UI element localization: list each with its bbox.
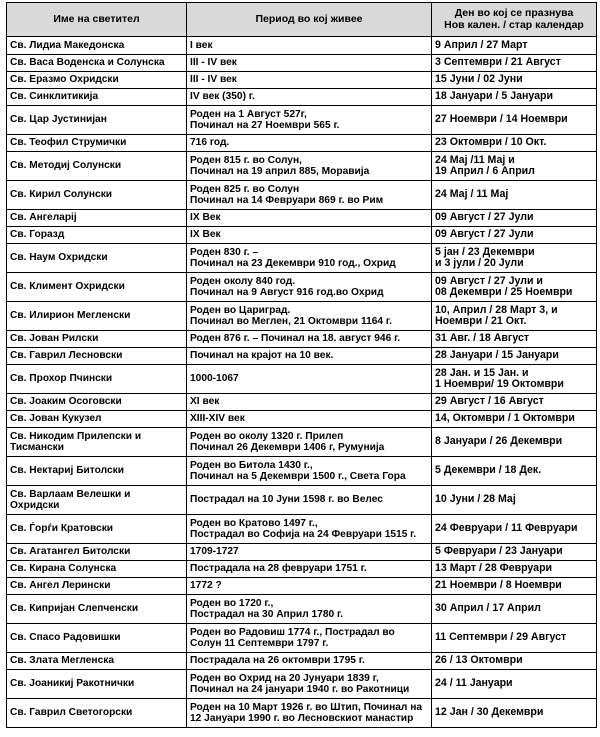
- period-cell: Роден 825 г. во Солун Починал на 14 Февруари 869 г. во Рим: [187, 181, 432, 210]
- feast-day-cell: 21 Ноември / 8 Ноември: [432, 578, 597, 595]
- saint-name-cell: Св. Кирил Солунски: [7, 181, 187, 210]
- feast-day-cell: 5 јан / 23 Декември и 3 јули / 20 Јули: [432, 244, 597, 273]
- period-cell: Роден во околу 1320 г. Прилеп Починал 26 Декември 1406 г, Румунија: [187, 428, 432, 457]
- period-cell: Пострадала на 26 октомври 1795 г.: [187, 653, 432, 670]
- saint-name-cell: Св. Злата Мегленска: [7, 653, 187, 670]
- feast-day-cell: 23 Октомври / 10 Окт.: [432, 135, 597, 152]
- period-cell: Пострадала на 28 февруари 1751 г.: [187, 561, 432, 578]
- header-period: Период во кој живее: [187, 3, 432, 37]
- period-cell: Роден во Битола 1430 г., Починал на 5 Декември 1500 г., Света Гора: [187, 457, 432, 486]
- header-feast-day: Ден во кој се празнува Нов кален. / стар календар: [432, 3, 597, 37]
- saint-name-cell: Св. Ангел Лерински: [7, 578, 187, 595]
- table-row: [7, 135, 597, 152]
- saint-name-cell: Св. Јоаким Осоговски: [7, 394, 187, 411]
- table-row: [7, 365, 597, 394]
- period-cell: 1772 ?: [187, 578, 432, 595]
- period-cell: Роден 830 г. – Починал на 23 Декември 910 год., Охрид: [187, 244, 432, 273]
- table-row: [7, 670, 597, 699]
- feast-day-cell: 13 Март / 28 Февруари: [432, 561, 597, 578]
- saint-name-cell: Св. Синклитикија: [7, 89, 187, 106]
- feast-day-cell: 09 Август / 27 Јули: [432, 210, 597, 227]
- period-cell: Роден на 10 Март 1926 г. во Штип, Починал на 12 Јануари 1990 г. во Лесновскиот манастир: [187, 699, 432, 728]
- feast-day-cell: 26 / 13 Октомври: [432, 653, 597, 670]
- saint-name-cell: Св. Горазд: [7, 227, 187, 244]
- table-row: [7, 244, 597, 273]
- feast-day-cell: 5 Февруари / 23 Јануари: [432, 544, 597, 561]
- feast-day-cell: 28 Јануари / 15 Јануари: [432, 348, 597, 365]
- saint-name-cell: Св. Теофил Струмички: [7, 135, 187, 152]
- feast-day-cell: 5 Декември / 18 Дек.: [432, 457, 597, 486]
- period-cell: III - IV век: [187, 55, 432, 72]
- table-row: [7, 394, 597, 411]
- header-row: [7, 3, 597, 37]
- header-saint-name: Име на светител: [7, 3, 187, 37]
- feast-day-cell: 29 Август / 16 Август: [432, 394, 597, 411]
- table-row: [7, 302, 597, 331]
- period-cell: Пострадал на 10 Јуни 1598 г. во Велес: [187, 486, 432, 515]
- period-cell: Роден 876 г. – Починал на 18. август 946 г.: [187, 331, 432, 348]
- table-row: [7, 348, 597, 365]
- table-row: [7, 457, 597, 486]
- saint-name-cell: Св. Кирана Солунска: [7, 561, 187, 578]
- table-row: [7, 699, 597, 728]
- saints-table: [6, 2, 597, 728]
- feast-day-cell: 8 Јануари / 26 Декември: [432, 428, 597, 457]
- feast-day-cell: 12 Јан / 30 Декември: [432, 699, 597, 728]
- saint-name-cell: Св. Јован Рилски: [7, 331, 187, 348]
- period-cell: I век: [187, 37, 432, 55]
- saints-table-container: [6, 2, 597, 728]
- feast-day-cell: 09 Август / 27 Јули и 08 Декември / 25 Ноември: [432, 273, 597, 302]
- feast-day-cell: 30 Април / 17 Април: [432, 595, 597, 624]
- table-row: [7, 273, 597, 302]
- saint-name-cell: Св. Никодим Прилепски и Тисмански: [7, 428, 187, 457]
- table-body: [7, 37, 597, 728]
- table-row: [7, 55, 597, 72]
- period-cell: Роден во Кратово 1497 г., Пострадал во Софија на 24 Февруари 1515 г.: [187, 515, 432, 544]
- feast-day-cell: 10 Јуни / 28 Мај: [432, 486, 597, 515]
- period-cell: 1709-1727: [187, 544, 432, 561]
- table-row: [7, 89, 597, 106]
- saint-name-cell: Св. Гаврил Светогорски: [7, 699, 187, 728]
- saint-name-cell: Св. Ангеларij: [7, 210, 187, 227]
- feast-day-cell: 09 Август / 27 Јули: [432, 227, 597, 244]
- period-cell: Роден околу 840 год. Починал на 9 Август 916 год.во Охрид: [187, 273, 432, 302]
- saint-name-cell: Св. Јоаникиј Ракотнички: [7, 670, 187, 699]
- period-cell: Роден на 1 Август 527г, Починал на 27 Ноември 565 г.: [187, 106, 432, 135]
- period-cell: Роден во Цариград. Починал во Меглен, 21 Октомври 1164 г.: [187, 302, 432, 331]
- feast-day-cell: 3 Септември / 21 Август: [432, 55, 597, 72]
- saint-name-cell: Св. Цар Јустинијан: [7, 106, 187, 135]
- period-cell: XI век: [187, 394, 432, 411]
- table-row: [7, 544, 597, 561]
- saint-name-cell: Св. Варлаам Велешки и Охридски: [7, 486, 187, 515]
- table-row: [7, 578, 597, 595]
- table-row: [7, 411, 597, 428]
- period-cell: Роден 815 г. во Солун, Починал на 19 април 885, Моравија: [187, 152, 432, 181]
- period-cell: IX Век: [187, 210, 432, 227]
- feast-day-cell: 15 Јуни / 02 Јуни: [432, 72, 597, 89]
- period-cell: 1000-1067: [187, 365, 432, 394]
- table-row: [7, 72, 597, 89]
- saint-name-cell: Св. Наум Охридски: [7, 244, 187, 273]
- table-row: [7, 595, 597, 624]
- saint-name-cell: Св. Васа Воденска и Солунска: [7, 55, 187, 72]
- table-row: [7, 331, 597, 348]
- saint-name-cell: Св. Спасо Радовишки: [7, 624, 187, 653]
- feast-day-cell: 9 Април / 27 Март: [432, 37, 597, 55]
- period-cell: IX Век: [187, 227, 432, 244]
- feast-day-cell: 24 Февруари / 11 Февруари: [432, 515, 597, 544]
- table-row: [7, 428, 597, 457]
- feast-day-cell: 24 Мај /11 Мај и 19 Април / 6 Април: [432, 152, 597, 181]
- saint-name-cell: Св. Еразмо Охридски: [7, 72, 187, 89]
- table-row: [7, 181, 597, 210]
- saint-name-cell: Св. Прохор Пчински: [7, 365, 187, 394]
- saint-name-cell: Св. Методиј Солунски: [7, 152, 187, 181]
- table-row: [7, 210, 597, 227]
- period-cell: IV век (350) г.: [187, 89, 432, 106]
- period-cell: Починал на крајот на 10 век.: [187, 348, 432, 365]
- table-row: [7, 515, 597, 544]
- saint-name-cell: Св. Илирион Мегленски: [7, 302, 187, 331]
- table-row: [7, 561, 597, 578]
- table-row: [7, 227, 597, 244]
- feast-day-cell: 24 / 11 Јануари: [432, 670, 597, 699]
- feast-day-cell: 11 Септември / 29 Август: [432, 624, 597, 653]
- table-row: [7, 106, 597, 135]
- saint-name-cell: Св. Нектариј Битолски: [7, 457, 187, 486]
- table-row: [7, 653, 597, 670]
- saint-name-cell: Св. Гаврил Лесновски: [7, 348, 187, 365]
- saint-name-cell: Св. Климент Охридски: [7, 273, 187, 302]
- saint-name-cell: Св. Кипријан Слепченски: [7, 595, 187, 624]
- saint-name-cell: Св. Ѓорѓи Кратовски: [7, 515, 187, 544]
- period-cell: 716 год.: [187, 135, 432, 152]
- period-cell: Роден во 1720 г., Пострадал на 30 Април 1780 г.: [187, 595, 432, 624]
- saint-name-cell: Св. Лидиа Македонска: [7, 37, 187, 55]
- period-cell: Роден во Охрид на 20 Јунуари 1839 г, Починал на 24 јануари 1940 г. во Ракотници: [187, 670, 432, 699]
- saint-name-cell: Св. Јован Кукузел: [7, 411, 187, 428]
- period-cell: Роден во Радовиш 1774 г., Пострадал во Солун 11 Септември 1797 г.: [187, 624, 432, 653]
- feast-day-cell: 10, Април / 28 Март 3, и Ноември / 21 Окт.: [432, 302, 597, 331]
- period-cell: III - IV век: [187, 72, 432, 89]
- table-row: [7, 152, 597, 181]
- table-row: [7, 624, 597, 653]
- feast-day-cell: 27 Ноември / 14 Ноември: [432, 106, 597, 135]
- feast-day-cell: 24 Мај / 11 Мај: [432, 181, 597, 210]
- table-row: [7, 486, 597, 515]
- table-row: [7, 37, 597, 55]
- feast-day-cell: 28 Јан. и 15 Јан. и 1 Ноември/ 19 Октомври: [432, 365, 597, 394]
- feast-day-cell: 18 Јануари / 5 Јануари: [432, 89, 597, 106]
- feast-day-cell: 31 Авг. / 18 Август: [432, 331, 597, 348]
- saint-name-cell: Св. Агатангел Битолски: [7, 544, 187, 561]
- period-cell: XIII-XIV век: [187, 411, 432, 428]
- feast-day-cell: 14, Октомври / 1 Октомври: [432, 411, 597, 428]
